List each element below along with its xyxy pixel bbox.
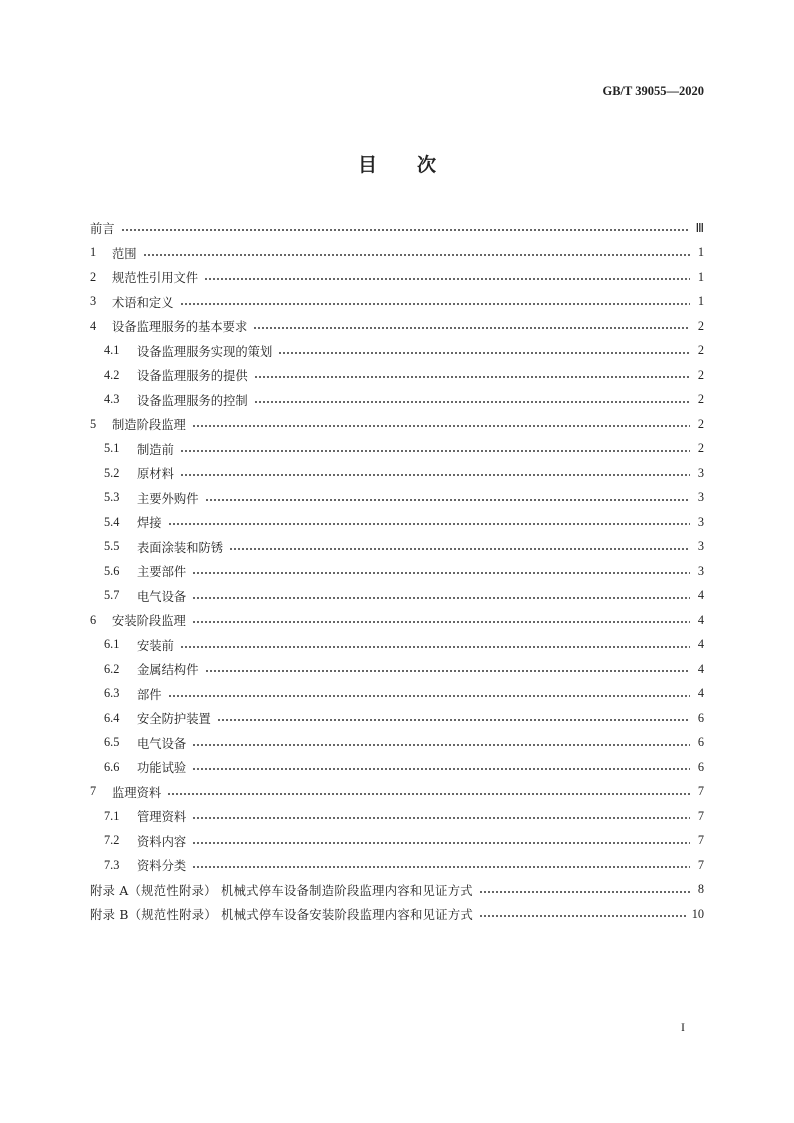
dot-leader [254, 376, 690, 378]
toc-entry[interactable] [90, 731, 704, 756]
toc-entry-number: 4.3 [104, 392, 120, 407]
toc-entry[interactable] [90, 584, 704, 609]
toc-entry-label: 资料分类 [137, 859, 187, 874]
dot-leader [204, 278, 690, 280]
toc-entry-number: 1 [90, 245, 97, 260]
dot-leader [192, 425, 690, 427]
dot-leader [180, 303, 691, 305]
dot-leader [205, 499, 691, 501]
toc-entry-page: 2 [697, 343, 704, 358]
toc-entry[interactable] [90, 780, 704, 805]
toc-entry[interactable] [90, 608, 704, 633]
toc-entry-label: 设备监理服务实现的策划 [137, 344, 273, 359]
toc-entry-page: 3 [697, 563, 704, 578]
toc-entry[interactable] [90, 902, 704, 927]
toc-entry-label: 焊接 [137, 516, 162, 531]
toc-entry-label: 监理资料 [112, 785, 162, 800]
toc-entry-label: 表面涂装和防锈 [137, 540, 224, 555]
toc-entry-number: 4 [90, 318, 97, 333]
toc-entry-number: 4.2 [104, 367, 120, 382]
toc-entry-number: 3 [90, 294, 97, 309]
toc-entry-page: 8 [697, 882, 704, 897]
toc-entry[interactable] [90, 314, 704, 339]
toc-entry[interactable] [90, 363, 704, 388]
toc-entry-number: 2 [90, 269, 97, 284]
toc-entry[interactable] [90, 290, 704, 315]
toc-entry-page: 2 [697, 392, 704, 407]
toc-entry-label: 附录 B（规范性附录） 机械式停车设备安装阶段监理内容和见证方式 [90, 908, 474, 923]
toc-entry[interactable] [90, 804, 704, 829]
toc-entry-number: 5.6 [104, 563, 120, 578]
dot-leader [180, 474, 690, 476]
toc-entry-page: Ⅲ [695, 220, 704, 235]
dot-leader [168, 695, 690, 697]
dot-leader [167, 793, 690, 795]
toc-entry-number: 6.1 [104, 637, 120, 652]
toc-entry[interactable] [90, 878, 704, 903]
toc-entry-label: 资料内容 [137, 834, 187, 849]
standard-number: GB/T 39055—2020 [602, 84, 704, 98]
toc-entry[interactable] [90, 437, 704, 462]
toc-entry-page: 7 [697, 808, 704, 823]
toc-entry-page: 4 [697, 686, 704, 701]
toc-entry-number: 5 [90, 416, 97, 431]
toc-entry-number: 7.2 [104, 833, 120, 848]
toc-entry-page: 4 [697, 588, 704, 603]
page-number: I [681, 1020, 685, 1034]
dot-leader [192, 597, 690, 599]
toc-entry-label: 部件 [137, 687, 162, 702]
toc-entry-label: 设备监理服务的控制 [137, 393, 248, 408]
toc-entry-number: 5.7 [104, 588, 120, 603]
dot-leader [192, 744, 690, 746]
toc-entry-label: 管理资料 [137, 810, 187, 825]
toc-entry-label: 术语和定义 [112, 295, 174, 310]
toc-entry-number: 6.5 [104, 735, 120, 750]
toc-entry-page: 3 [697, 465, 704, 480]
toc-entry-number: 7.3 [104, 857, 120, 872]
toc-entry[interactable] [90, 510, 704, 535]
toc-entry[interactable] [90, 412, 704, 437]
toc-entry[interactable] [90, 535, 704, 560]
dot-leader [180, 450, 690, 452]
dot-leader [143, 254, 690, 256]
toc-entry-number: 7 [90, 784, 97, 799]
toc-entry-page: 3 [697, 539, 704, 554]
toc-entry-label: 附录 A（规范性附录） 机械式停车设备制造阶段监理内容和见证方式 [90, 883, 473, 898]
toc-entry-number: 7.1 [104, 808, 120, 823]
dot-leader [479, 915, 686, 917]
toc-entry[interactable] [90, 265, 704, 290]
toc-entry-page: 6 [697, 710, 704, 725]
toc-entry-number: 6 [90, 612, 97, 627]
dot-leader [479, 891, 690, 893]
dot-leader [192, 621, 690, 623]
toc-entry-number: 4.1 [104, 343, 120, 358]
toc-entry-page: 2 [697, 318, 704, 333]
toc-entry-page: 2 [697, 441, 704, 456]
dot-leader [192, 866, 690, 868]
toc-entry-number: 6.4 [104, 710, 120, 725]
toc-entry-number: 5.1 [104, 441, 120, 456]
toc-entry-page: 3 [697, 490, 704, 505]
toc-entry-page: 2 [697, 367, 704, 382]
toc-entry-label: 功能试验 [137, 761, 187, 776]
toc-entry[interactable] [90, 388, 704, 413]
toc-entry-label: 安装前 [137, 638, 174, 653]
toc-entry[interactable] [90, 241, 704, 266]
dot-leader [253, 327, 690, 329]
toc-entry-label: 制造前 [137, 442, 174, 457]
toc-entry-page: 6 [697, 759, 704, 774]
dot-leader [121, 229, 690, 231]
toc-entry-page: 1 [697, 245, 704, 260]
toc-entry-label: 制造阶段监理 [112, 418, 186, 433]
toc-entry-page: 7 [697, 833, 704, 848]
toc-entry[interactable] [90, 461, 704, 486]
toc-entry-label: 电气设备 [137, 736, 187, 751]
toc-entry-number: 5.2 [104, 465, 120, 480]
table-of-contents [90, 216, 704, 927]
toc-entry-number: 5.4 [104, 514, 120, 529]
dot-leader [192, 842, 690, 844]
toc-entry-page: 1 [697, 269, 704, 284]
toc-entry-page: 1 [697, 294, 704, 309]
toc-entry-page: 7 [697, 857, 704, 872]
toc-entry-label: 规范性引用文件 [112, 271, 199, 286]
dot-leader [192, 817, 690, 819]
dot-leader [254, 401, 690, 403]
toc-entry-label: 设备监理服务的基本要求 [112, 320, 248, 335]
dot-leader [229, 548, 690, 550]
toc-entry[interactable] [90, 657, 704, 682]
toc-entry-page: 6 [697, 735, 704, 750]
dot-leader [205, 670, 691, 672]
toc-entry-label: 主要外购件 [137, 491, 199, 506]
toc-entry-label: 电气设备 [137, 589, 187, 604]
toc-entry-number: 6.3 [104, 686, 120, 701]
toc-entry[interactable] [90, 706, 704, 731]
toc-entry-page: 2 [697, 416, 704, 431]
toc-entry-page: 7 [697, 784, 704, 799]
toc-entry[interactable] [90, 486, 704, 511]
toc-entry-label: 范围 [112, 246, 137, 261]
page-title: 目次 [357, 154, 476, 176]
toc-entry[interactable] [90, 755, 704, 780]
toc-entry-label: 设备监理服务的提供 [137, 369, 248, 384]
toc-entry-label: 金属结构件 [137, 663, 199, 678]
toc-entry-number: 5.3 [104, 490, 120, 505]
toc-entry[interactable] [90, 559, 704, 584]
toc-entry[interactable] [90, 216, 704, 241]
toc-entry-number: 6.6 [104, 759, 120, 774]
toc-entry-number: 5.5 [104, 539, 120, 554]
toc-entry-page: 4 [697, 612, 704, 627]
toc-entry-page: 4 [697, 637, 704, 652]
dot-leader [180, 646, 690, 648]
toc-entry[interactable] [90, 633, 704, 658]
toc-entry[interactable] [90, 339, 704, 364]
toc-entry[interactable] [90, 853, 704, 878]
dot-leader [217, 719, 690, 721]
dot-leader [278, 352, 690, 354]
dot-leader [192, 768, 690, 770]
toc-entry-number: 6.2 [104, 661, 120, 676]
toc-entry[interactable] [90, 682, 704, 707]
toc-entry-label: 安全防护装置 [137, 712, 211, 727]
toc-entry-page: 3 [697, 514, 704, 529]
toc-entry-label: 安装阶段监理 [112, 614, 186, 629]
toc-entry-label: 主要部件 [137, 565, 187, 580]
toc-entry-page: 4 [697, 661, 704, 676]
dot-leader [168, 523, 690, 525]
toc-entry-label: 原材料 [137, 467, 174, 482]
toc-entry-page: 10 [691, 906, 704, 921]
toc-entry[interactable] [90, 829, 704, 854]
toc-entry-label: 前言 [90, 222, 115, 237]
dot-leader [192, 572, 690, 574]
